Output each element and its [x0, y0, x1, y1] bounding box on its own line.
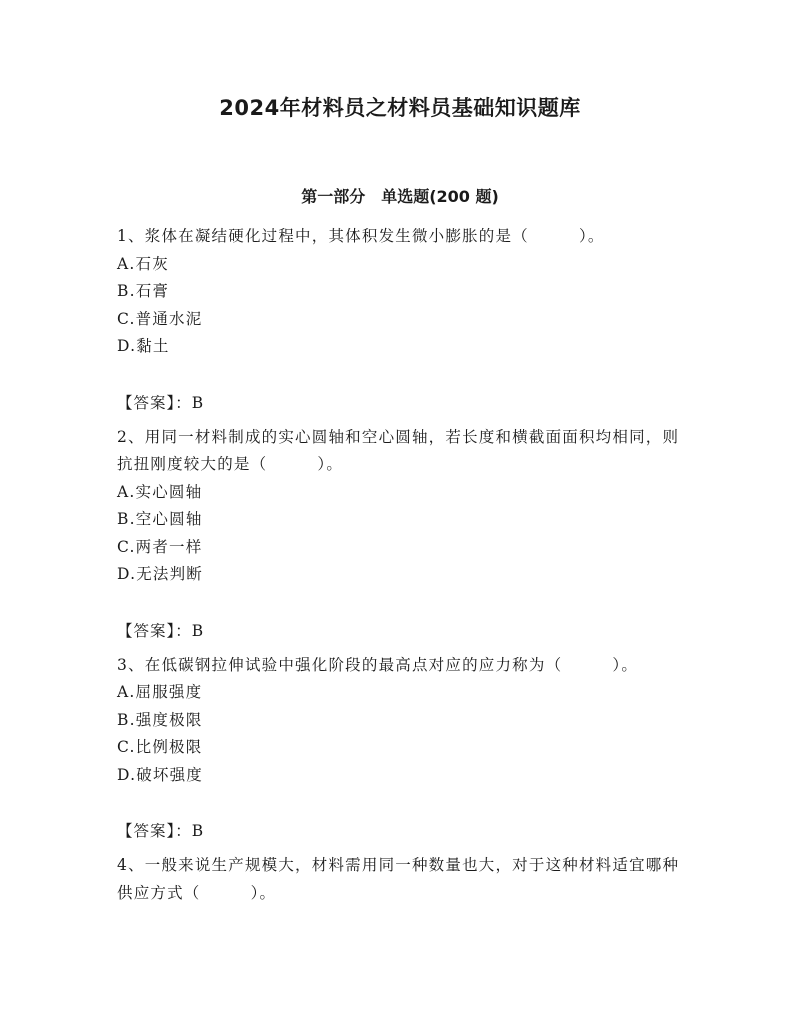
question-4 [117, 852, 687, 907]
question-list [117, 223, 687, 907]
question-1 [117, 223, 687, 417]
option-c: C.两者一样 [117, 537, 203, 556]
answer-line: 【答案】：B [117, 621, 205, 640]
option-list [117, 679, 687, 789]
question-text: 3、在低碳钢拉伸试验中强化阶段的最高点对应的应力称为（ ）。 [117, 655, 639, 674]
question-3 [117, 652, 687, 846]
option-list [117, 479, 687, 589]
answer-line: 【答案】：B [117, 822, 205, 840]
option-a: A.实心圆轴 [117, 482, 203, 501]
answer-line: 【答案】：B [117, 393, 205, 412]
question-text: 2、用同一材料制成的实心圆轴和空心圆轴，若长度和横截面面积均相同，则抗扭刚度较大的是（ ）。 [117, 427, 680, 473]
option-a: A.石灰 [117, 254, 169, 273]
document-title: 2024年材料员之材料员基础知识题库 [219, 96, 581, 120]
option-c: C.比例极限 [117, 738, 203, 756]
section-title: 第一部分 单选题(200 题) [301, 187, 499, 206]
question-2 [117, 424, 687, 645]
option-b: B.空心圆轴 [117, 510, 203, 528]
question-text: 4、一般来说生产规模大，材料需用同一种数量也大，对于这种材料适宜哪种供应方式（ ）。 [117, 856, 680, 902]
option-d: D.黏土 [117, 337, 170, 355]
option-d: D.破坏强度 [117, 765, 204, 784]
option-d: D.无法判断 [117, 565, 204, 583]
option-b: B.强度极限 [117, 710, 203, 729]
option-c: C.普通水泥 [117, 309, 203, 328]
question-text: 1、浆体在凝结硬化过程中，其体积发生微小膨胀的是（ ）。 [117, 227, 605, 245]
option-list [117, 251, 687, 361]
option-a: A.屈服强度 [117, 683, 203, 701]
option-b: B.石膏 [117, 282, 170, 300]
